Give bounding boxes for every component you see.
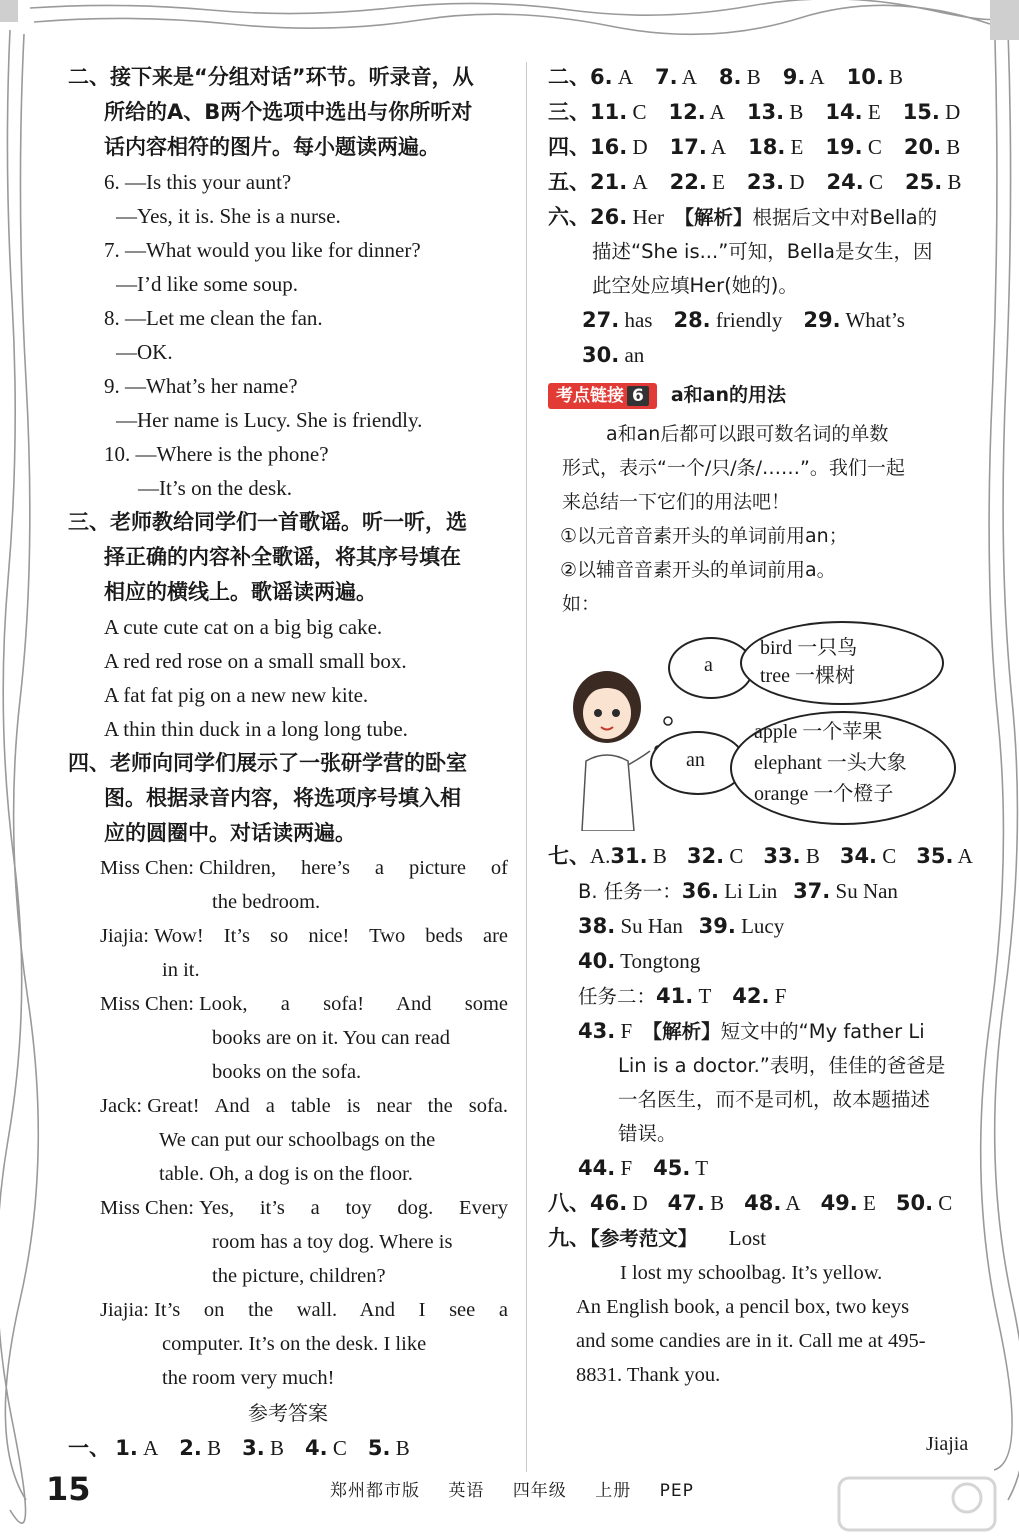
answer-item: 25. B (905, 170, 962, 194)
dialogue-line: 6. —Is this your aunt? (104, 170, 292, 194)
speaker: Jiajia: (100, 1299, 149, 1321)
answer-item: 21. A (590, 170, 648, 194)
answer-item: 31. B (610, 844, 667, 868)
section3-heading-line3: 相应的横线上。歌谣读两遍。 (104, 580, 377, 604)
answer-item: 34. C (839, 844, 897, 868)
rhyme-line: A cute cute cat on a big big cake. (104, 615, 383, 639)
an-word: apple 一个苹果 (754, 721, 883, 743)
section2-heading-line1: 二、接下来是“分组对话”环节。听录音，从 (68, 65, 474, 89)
answer-item: 14. E (825, 100, 881, 124)
answer-item: 35. A (916, 844, 973, 868)
right-column (548, 60, 978, 1392)
analysis-line: 此空处应填Her(她的)。 (592, 274, 798, 297)
left-column (68, 60, 508, 1466)
essay-line: and some candies are in it. Call me at 495- (576, 1330, 926, 1352)
tip-line: 来总结一下它们的用法吧！ (562, 491, 791, 513)
knowledge-link-badge: 考点链接 6 (548, 383, 657, 409)
analysis-line: 错误。 (618, 1122, 677, 1145)
series: PEP (659, 1481, 694, 1501)
answer-item: 3. B (242, 1436, 284, 1460)
dialogue-turn (68, 1089, 508, 1123)
answer-row-30: 30. an (582, 343, 645, 367)
utterance: Yes, it’s a toy dog. Every (199, 1197, 508, 1219)
answer-six: 六、26. Her 【解析】根据后文中对Bella的 (548, 205, 938, 229)
answer-row-27-29: 27. has 28. friendly 29. What’s (582, 308, 905, 332)
answer-item: 12. A (668, 100, 725, 124)
tip-example-label: 如： (562, 593, 601, 615)
answers-title: 参考答案 (248, 1401, 328, 1425)
answer-item: 1. A (115, 1436, 159, 1460)
answer-item: 19. C (825, 135, 882, 159)
answer-row-label: 四、 (548, 135, 590, 159)
an-word: elephant 一头大象 (754, 752, 907, 774)
analysis-line: 一名医生，而不是司机，故本题描述 (618, 1088, 931, 1111)
tip-line: a和an后都可以跟可数名词的单数 (606, 423, 889, 445)
answer-item: 17. A (669, 135, 727, 159)
utterance: Great! And a table is near the sofa. (147, 1095, 508, 1117)
knowledge-link-header (548, 379, 978, 413)
dialogue-turn (68, 987, 508, 1021)
answer-seven-a: 七、A.31. B 32. C 33. B 34. C 35. A (548, 844, 973, 868)
dialogue-turn (68, 1191, 508, 1225)
dialogue-turn (68, 919, 508, 953)
answer-item: 33. B (763, 844, 820, 868)
grade: 四年级 (512, 1481, 567, 1501)
answer-item: 24. C (826, 170, 883, 194)
tip-rule: ①以元音音素开头的单词前用an； (560, 525, 848, 547)
answer-item: 48. A (744, 1191, 801, 1215)
speaker: Miss Chen: (100, 857, 194, 879)
utterance-cont: We can put our schoolbags on the (159, 1129, 436, 1151)
page-number: 15 (46, 1470, 91, 1508)
girl-cartoon-icon (562, 661, 652, 831)
answer-row-1 (68, 1431, 508, 1466)
answer-item: 15. D (902, 100, 961, 124)
answer-item: 11. C (590, 100, 647, 124)
dialogue-line: —It’s on the desk. (138, 476, 292, 500)
answer-row-40: 40. Tongtong (578, 949, 701, 973)
answer-row-label: 二、 (548, 65, 590, 89)
section4-heading-line2: 图。根据录音内容，将选项序号填入相 (104, 786, 461, 810)
answer-item: 47. B (667, 1191, 725, 1215)
utterance-cont: the room very much! (162, 1367, 335, 1389)
a-word: tree 一棵树 (760, 665, 855, 687)
utterance-cont: room has a toy dog. Where is (212, 1231, 453, 1253)
dialogue-line: 8. —Let me clean the fan. (104, 306, 323, 330)
essay-title: Lost (728, 1226, 767, 1250)
dialogue-line: 9. —What’s her name? (104, 374, 298, 398)
utterance-cont: table. Oh, a dog is on the floor. (159, 1163, 413, 1185)
bubble-a-label: a (704, 654, 713, 676)
bubble-an-label: an (686, 749, 705, 771)
subject: 英语 (448, 1481, 485, 1501)
dialogue-line: —Her name is Lucy. She is friendly. (116, 408, 423, 432)
answer-row-44-45: 44. F 45. T (578, 1156, 709, 1180)
answer-row (548, 165, 978, 200)
utterance-cont: books on the sofa. (212, 1061, 362, 1083)
answer-row (548, 130, 978, 165)
dialogue-turn (68, 851, 508, 885)
analysis-line: Lin is a doctor.”表明，佳佳的爸爸是 (618, 1054, 946, 1077)
answer-item: 18. E (748, 135, 804, 159)
section4-heading-line3: 应的圆圈中。对话读两遍。 (104, 821, 356, 845)
an-word: orange 一个橙子 (754, 783, 894, 805)
answer-item: 50. C (895, 1191, 953, 1215)
analysis-bracket: 【解析】 (674, 206, 753, 229)
dialogue-line: 7. —What would you like for dinner? (104, 238, 421, 262)
answer-item: 6. A (590, 65, 634, 89)
answer-item: 20. B (903, 135, 961, 159)
volume: 上册 (595, 1481, 632, 1501)
answer-43: 43. F 【解析】短文中的“My father Li (578, 1019, 925, 1043)
utterance: Children, here’s a picture of (199, 857, 508, 879)
section2-heading-line3: 话内容相符的图片。每小题读两遍。 (104, 135, 440, 159)
analysis-line: 描述“She is...”可知，Bella是女生，因 (592, 240, 933, 263)
answer-item: 22. E (669, 170, 725, 194)
utterance-cont: the bedroom. (212, 891, 321, 913)
answer-row-label: 五、 (548, 170, 590, 194)
column-divider (526, 62, 527, 1472)
dialogue-turn (68, 1293, 508, 1327)
speaker: Jiajia: (100, 925, 149, 947)
answer-item: 13. B (746, 100, 804, 124)
answer-task2: 任务二：41. T 42. F (578, 984, 787, 1008)
footer-info (330, 1476, 716, 1501)
dialogue-line: —OK. (116, 340, 173, 364)
rhyme-line: A fat fat pig on a new new kite. (104, 683, 369, 707)
tip-rule: ②以辅音音素开头的单词前用a。 (560, 559, 836, 581)
answer-item: 9. A (782, 65, 825, 89)
answer-item: 10. B (846, 65, 904, 89)
watermark-logo-icon (837, 1476, 997, 1532)
answer-row (548, 60, 978, 95)
utterance-cont: computer. It’s on the desk. I like (162, 1333, 427, 1355)
rhyme-line: A red red rose on a small small box. (104, 649, 407, 673)
section2-heading-line2: 所给的A、B两个选项中选出与你所听对 (104, 100, 473, 124)
answer-item: 23. D (746, 170, 805, 194)
edition: 郑州都市版 (330, 1481, 420, 1501)
utterance-cont: the picture, children? (212, 1265, 386, 1287)
knowledge-link-title: a和an的用法 (670, 384, 787, 406)
essay-line: 8831. Thank you. (576, 1364, 721, 1386)
essay-line: I lost my schoolbag. It’s yellow. (620, 1262, 883, 1284)
utterance-cont: in it. (162, 959, 200, 981)
answer-row-label: 三、 (548, 100, 590, 124)
tip-line: 形式，表示“一个/只/条/……”。我们一起 (562, 457, 905, 479)
speaker: Jack: (100, 1095, 143, 1117)
dialogue-line: 10. —Where is the phone? (104, 442, 329, 466)
answer-item: 16. D (590, 135, 648, 159)
a-word: bird 一只鸟 (760, 637, 858, 659)
section4-heading-line1: 四、老师向同学们展示了一张研学营的卧室 (68, 751, 467, 775)
rhyme-line: A thin thin duck in a long long tube. (104, 717, 408, 741)
utterance-cont: books are on it. You can read (212, 1027, 450, 1049)
utterance: Look, a sofa! And some (199, 993, 508, 1015)
answer-item: 2. B (179, 1436, 222, 1460)
article-illustration (548, 621, 978, 835)
section3-heading-line1: 三、老师教给同学们一首歌谣。听一听，选 (68, 510, 467, 534)
essay-line: An English book, a pencil box, two keys (576, 1296, 910, 1318)
speaker: Miss Chen: (100, 1197, 194, 1219)
dialogue-line: —I’d like some soup. (116, 272, 298, 296)
answer-seven-b: B. 任务一：36. Li Lin 37. Su Nan (578, 879, 898, 903)
answer-row (548, 95, 978, 130)
utterance: It’s on the wall. And I see a (154, 1299, 508, 1321)
speaker: Miss Chen: (100, 993, 194, 1015)
answer-nine: 九、【参考范文】 Lost (548, 1226, 767, 1250)
essay-signature: Jiajia (926, 1433, 969, 1455)
answer-row-label: 一、 (68, 1436, 110, 1460)
answer-item: 4. C (304, 1436, 347, 1460)
section3-heading-line2: 择正确的内容补全歌谣，将其序号填在 (104, 545, 461, 569)
answer-eight: 八、46. D 47. B 48. A 49. E 50. C (548, 1191, 953, 1215)
answer-item: 5. B (367, 1436, 410, 1460)
answer-item: 8. B (718, 65, 761, 89)
answer-item: 7. A (655, 65, 697, 89)
utterance: Wow! It’s so nice! Two beds are (154, 925, 508, 947)
dialogue-line: —Yes, it is. She is a nurse. (116, 204, 341, 228)
answer-row-38-39: 38. Su Han 39. Lucy (578, 914, 785, 938)
answer-item: 32. C (686, 844, 744, 868)
answer-item: 46. D (590, 1191, 648, 1215)
answer-item: 49. E (820, 1191, 876, 1215)
